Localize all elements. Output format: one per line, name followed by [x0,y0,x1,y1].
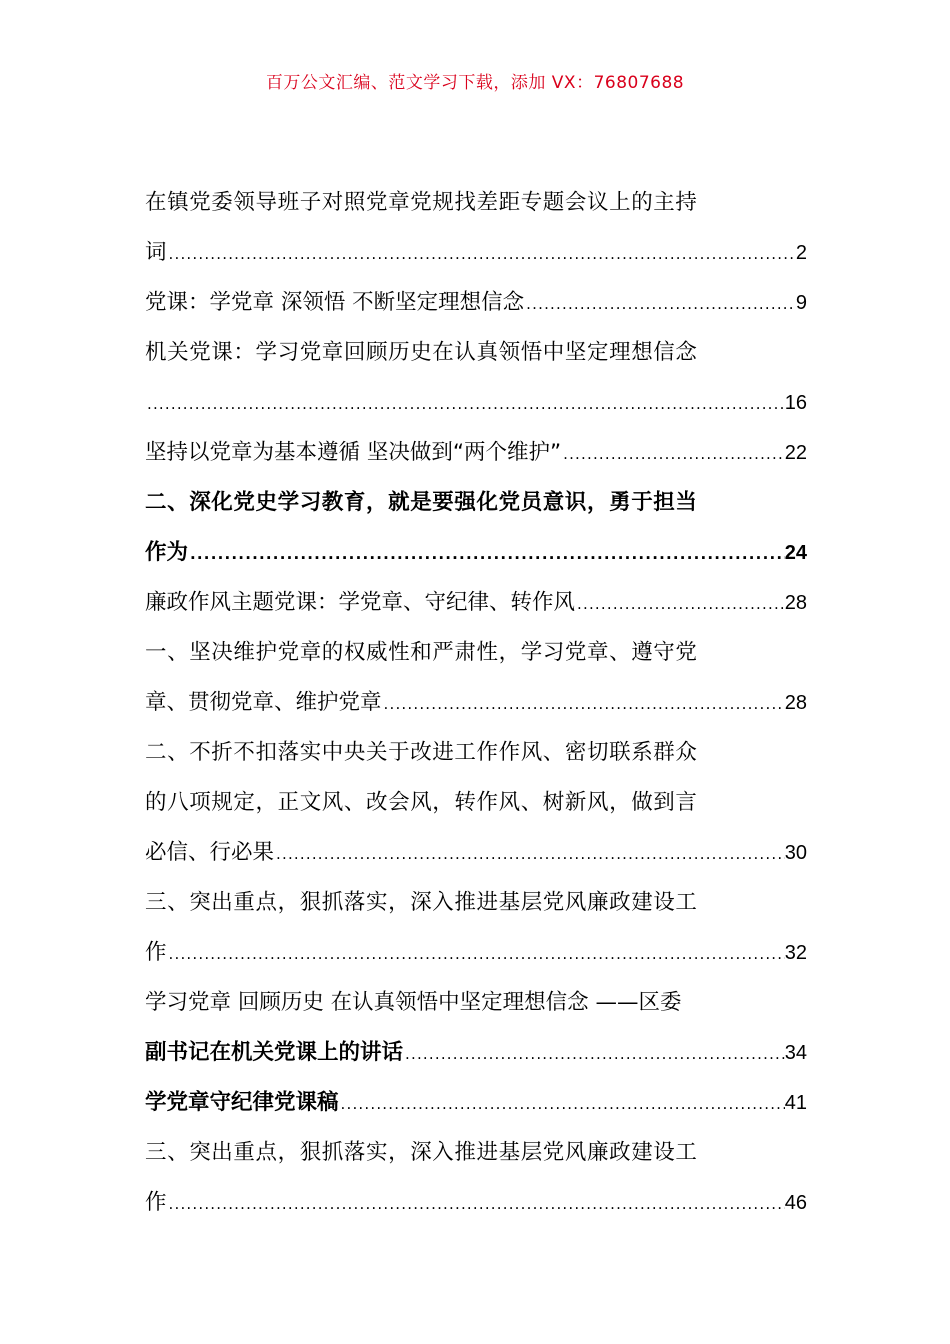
toc-leader-dots [145,379,785,428]
toc-entry-line: 在镇党委领导班子对照党章党规找差距专题会议上的主持 [145,190,698,215]
toc-entry-title: 党课：学党章 深领悟 不断坚定理想信念 [145,290,525,315]
toc-entry-title: 坚持以党章为基本遵循 坚决做到“两个维护” [145,440,562,465]
toc-entry-title: 廉政作风主题党课：学党章、守纪律、转作风 [145,590,576,615]
toc-page-number: 41 [784,1092,807,1114]
toc-entry[interactable] [145,628,807,728]
toc-entry[interactable] [145,728,807,878]
toc-entry[interactable] [145,278,807,328]
toc-entry-title: 作 [145,1190,167,1215]
toc-page-number: 28 [784,692,807,714]
toc-leader-dots [167,229,796,278]
toc-entry[interactable] [145,578,807,628]
toc-leader-dots [167,929,785,978]
header-watermark: 百万公文汇编、范文学习下载，添加 VX：76807688 [265,73,685,93]
toc-entry-title: 词 [145,240,167,265]
toc-page-number: 28 [784,592,807,614]
toc-page-number: 46 [784,1192,807,1214]
toc-entry-line: 三、突出重点，狠抓落实，深入推进基层党风廉政建设工 [145,1140,698,1165]
toc-page-number: 22 [784,442,807,464]
toc-entry-title: 章、贯彻党章、维护党章 [145,690,382,715]
toc-entry[interactable] [145,978,807,1078]
toc-entry-line: 的八项规定，正文风、改会风，转作风、树新风，做到言 [145,790,698,815]
toc-entry[interactable] [145,478,807,578]
toc-entry-line: 机关党课：学习党章回顾历史在认真领悟中坚定理想信念 [145,340,698,365]
toc-page-number: 34 [784,1042,807,1064]
toc-page-number: 24 [784,542,807,564]
toc-entry-title: 必信、行必果 [145,840,275,865]
toc-leader-dots [274,829,785,878]
toc-leader-dots [382,679,785,728]
toc-entry-title: 学党章守纪律党课稿 [145,1090,339,1115]
toc-leader-dots [561,429,785,478]
toc-page-number: 2 [795,242,807,264]
toc-leader-dots [339,1079,785,1128]
toc-entry[interactable] [145,1128,807,1228]
toc-entry[interactable] [145,178,807,278]
toc-entry-title: 作为 [145,540,189,565]
toc-leader-dots [167,1179,785,1228]
toc-entry-title: 作 [145,940,167,965]
toc-entry[interactable] [145,328,807,428]
toc-page-number: 9 [795,292,807,314]
toc-leader-dots [188,529,785,578]
toc-page-number: 30 [784,842,807,864]
toc-entry-line: 二、深化党史学习教育，就是要强化党员意识，勇于担当 [145,490,698,515]
toc-entry-line: 三、突出重点，狠抓落实，深入推进基层党风廉政建设工 [145,890,698,915]
toc-leader-dots [524,279,796,328]
toc-leader-dots [403,1029,785,1078]
toc-entry-line: 二、不折不扣落实中央关于改进工作作风、密切联系群众 [145,740,698,765]
toc-page-number: 32 [784,942,807,964]
toc-leader-dots [575,579,785,628]
toc-entry[interactable] [145,1078,807,1128]
toc-entry-line: 一、坚决维护党章的权威性和严肃性，学习党章、遵守党 [145,640,698,665]
toc-entry[interactable] [145,428,807,478]
toc-entry[interactable] [145,878,807,978]
toc-entry-line: 学习党章 回顾历史 在认真领悟中坚定理想信念 ——区委 [145,990,682,1015]
toc-page-number: 16 [784,392,807,414]
table-of-contents [145,178,807,1228]
toc-entry-title: 副书记在机关党课上的讲话 [145,1040,404,1065]
